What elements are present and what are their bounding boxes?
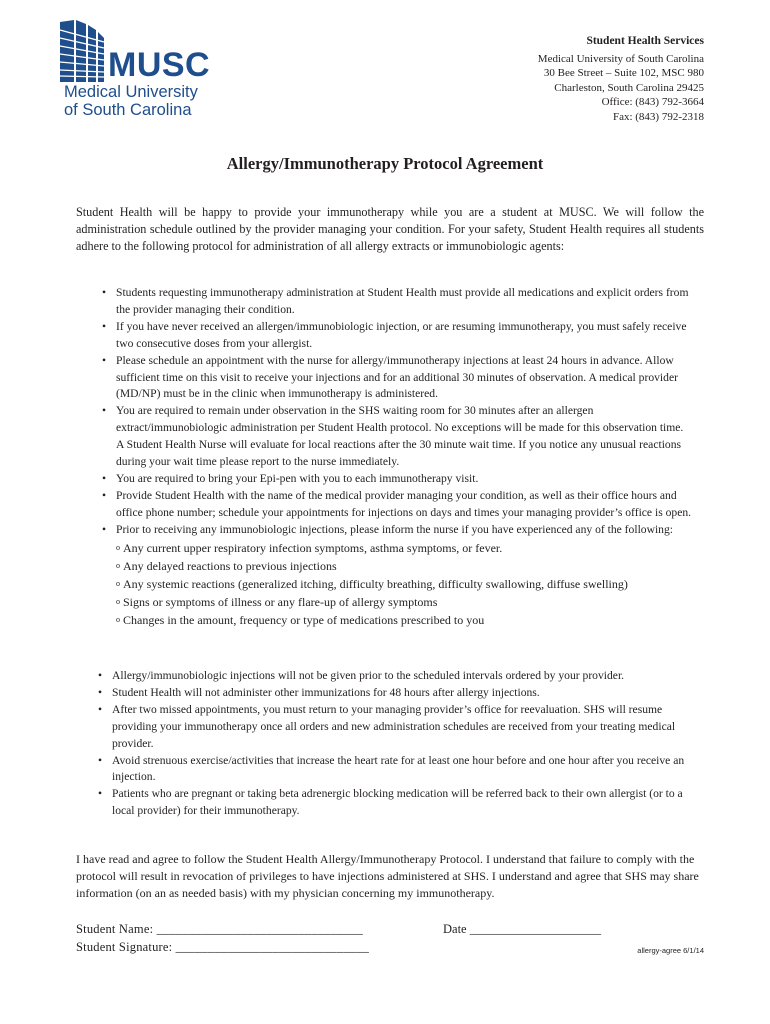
address-line: Charleston, South Carolina 29425 — [554, 81, 704, 94]
circle-bullet-icon: o — [116, 596, 120, 606]
list-item: • If you have never received an allergen/immunobiologic injection, or are resuming immunotherapy, you must safely receive two consecutive doses from your allergist. — [102, 319, 687, 350]
bullet-icon: • — [102, 319, 107, 333]
address-block — [538, 34, 704, 124]
bullet-icon: • — [98, 787, 103, 801]
circle-bullet-icon: o — [116, 542, 120, 552]
bullet-icon: • — [102, 353, 107, 367]
sublist-item: o Any current upper respiratory infection symptoms, asthma symptoms, or fever. — [116, 540, 503, 555]
office-phone: Office: (843) 792-3664 — [601, 96, 704, 108]
list-item: • After two missed appointments, you must return to your managing provider’s office for reevaluation. SHS will resume providing your immunotherapy once all orders and new administration schedules are received from your treating medical provider. — [98, 702, 676, 750]
form-code: allergy-agree 6/1/14 — [637, 946, 704, 955]
list-item: • Provide Student Health with the name of the medical provider managing your condition, as well as their office hours and office phone number; schedule your appointments for injections on days and times your managing provider’s office is open. — [102, 488, 692, 519]
address-line: 30 Bee Street – Suite 102, MSC 980 — [543, 67, 704, 79]
intro-paragraph: Student Health will be happy to provide your immunotherapy while you are a student at MUSC. We will follow the administration schedule outlined by the provider managing your condition. For your safety, Student Health requires all students adhere to the following protocol for administration of all allergy extracts or immunobiologic agents: — [76, 205, 704, 253]
circle-bullet-icon: o — [116, 560, 120, 570]
bullet-icon: • — [102, 522, 107, 536]
address-line: Medical University of South Carolina — [537, 52, 704, 65]
symptom-sublist — [116, 539, 692, 629]
list-item: • Avoid strenuous exercise/activities that increase the heart rate for at least one hour before and one hour after you receive an injection. — [98, 753, 685, 784]
bullet-icon: • — [98, 753, 103, 767]
bullet-icon: • — [98, 685, 103, 699]
logo-subtitle — [64, 83, 198, 119]
bullet-icon: • — [98, 669, 103, 682]
list-item: • Patients who are pregnant or taking beta adrenergic blocking medication will be referred back to their own allergist (or to a local provider) for their immunotherapy. — [98, 787, 683, 818]
agreement-paragraph: I have read and agree to follow the Student Health Allergy/Immunotherapy Protocol. I understand that failure to comply with the protocol will result in revocation of privileges to have injections administered at SHS. I understand and agree that SHS may share information (on an as needed basis) with my physician concerning my immunotherapy. — [76, 852, 699, 900]
list-item: • You are required to bring your Epi-pen with you to each immunotherapy visit. — [102, 471, 692, 488]
student-signature-field[interactable]: Student Signature: ______________________________ — [76, 940, 370, 954]
list-item: • You are required to remain under observation in the SHS waiting room for 30 minutes after an allergen extract/immunobiologic administration per Student Health protocol. No exceptions will be made for this observation time. A Student Health Nurse will evaluate for local reactions after the 30 minute wait time. If you notice any unusual reactions during your wait time please report to the nurse immediately. — [102, 404, 684, 469]
date-field[interactable]: Date _____________________ — [443, 922, 601, 936]
bullet-icon: • — [102, 488, 107, 502]
logo-line-2: of South Carolina — [64, 101, 192, 119]
list-item: • Prior to receiving any immunobiologic injections, please inform the nurse if you have experienced any of the following: o Any current upper respiratory infection symptoms, asthma symptoms, or fever. o Any delayed reactions to previous injections o Any systemic reactions (generalized itching, difficulty breathing, difficulty swallowing, diffuse swelling) o Signs or symptoms of illness or any flare-up of allergy symptoms o Changes in the amount, frequency or type of medications prescribed to you — [102, 522, 692, 629]
bullet-icon: • — [102, 404, 107, 418]
protocol-list-1 — [102, 285, 692, 629]
logo-wordmark: MUSC — [108, 46, 211, 84]
bullet-icon: • — [102, 471, 107, 485]
fax-number: Fax: (843) 792-2318 — [612, 110, 704, 123]
logo-line-1: Medical University — [64, 83, 198, 101]
department-name: Student Health Services — [586, 35, 704, 47]
circle-bullet-icon: o — [116, 578, 120, 588]
list-item: • Please schedule an appointment with the nurse for allergy/immunotherapy injections at least 24 hours in advance. Allow sufficient time on this visit to receive your injections and for an additional 30 minutes of observation. A medical provider (MD/NP) must be in the clinic when immunotherapy is administered. — [102, 353, 678, 401]
list-item: • Student Health will not administer other immunizations for 48 hours after allergy injections. — [98, 685, 692, 702]
sublist-item: o Any systemic reactions (generalized itching, difficulty breathing, difficulty swallowing, diffuse swelling) — [116, 576, 628, 591]
bullet-icon: • — [102, 286, 107, 299]
sublist-item: o Signs or symptoms of illness or any flare-up of allergy symptoms — [116, 594, 438, 609]
sublist-item: o Changes in the amount, frequency or type of medications prescribed to you — [116, 612, 485, 627]
protocol-list-2 — [98, 668, 692, 820]
student-name-field[interactable]: Student Name: ________________________________ — [76, 922, 363, 936]
circle-bullet-icon: o — [116, 614, 120, 624]
list-item: • Allergy/immunobiologic injections will not be given prior to the scheduled intervals ordered by your provider. — [98, 668, 692, 685]
list-item: • Students requesting immunotherapy administration at Student Health must provide all medications and explicit orders from the provider managing their condition. — [102, 286, 689, 316]
sublist-item: o Any delayed reactions to previous injections — [116, 558, 337, 573]
bullet-icon: • — [98, 702, 103, 716]
document-title: Allergy/Immunotherapy Protocol Agreement — [226, 154, 544, 173]
